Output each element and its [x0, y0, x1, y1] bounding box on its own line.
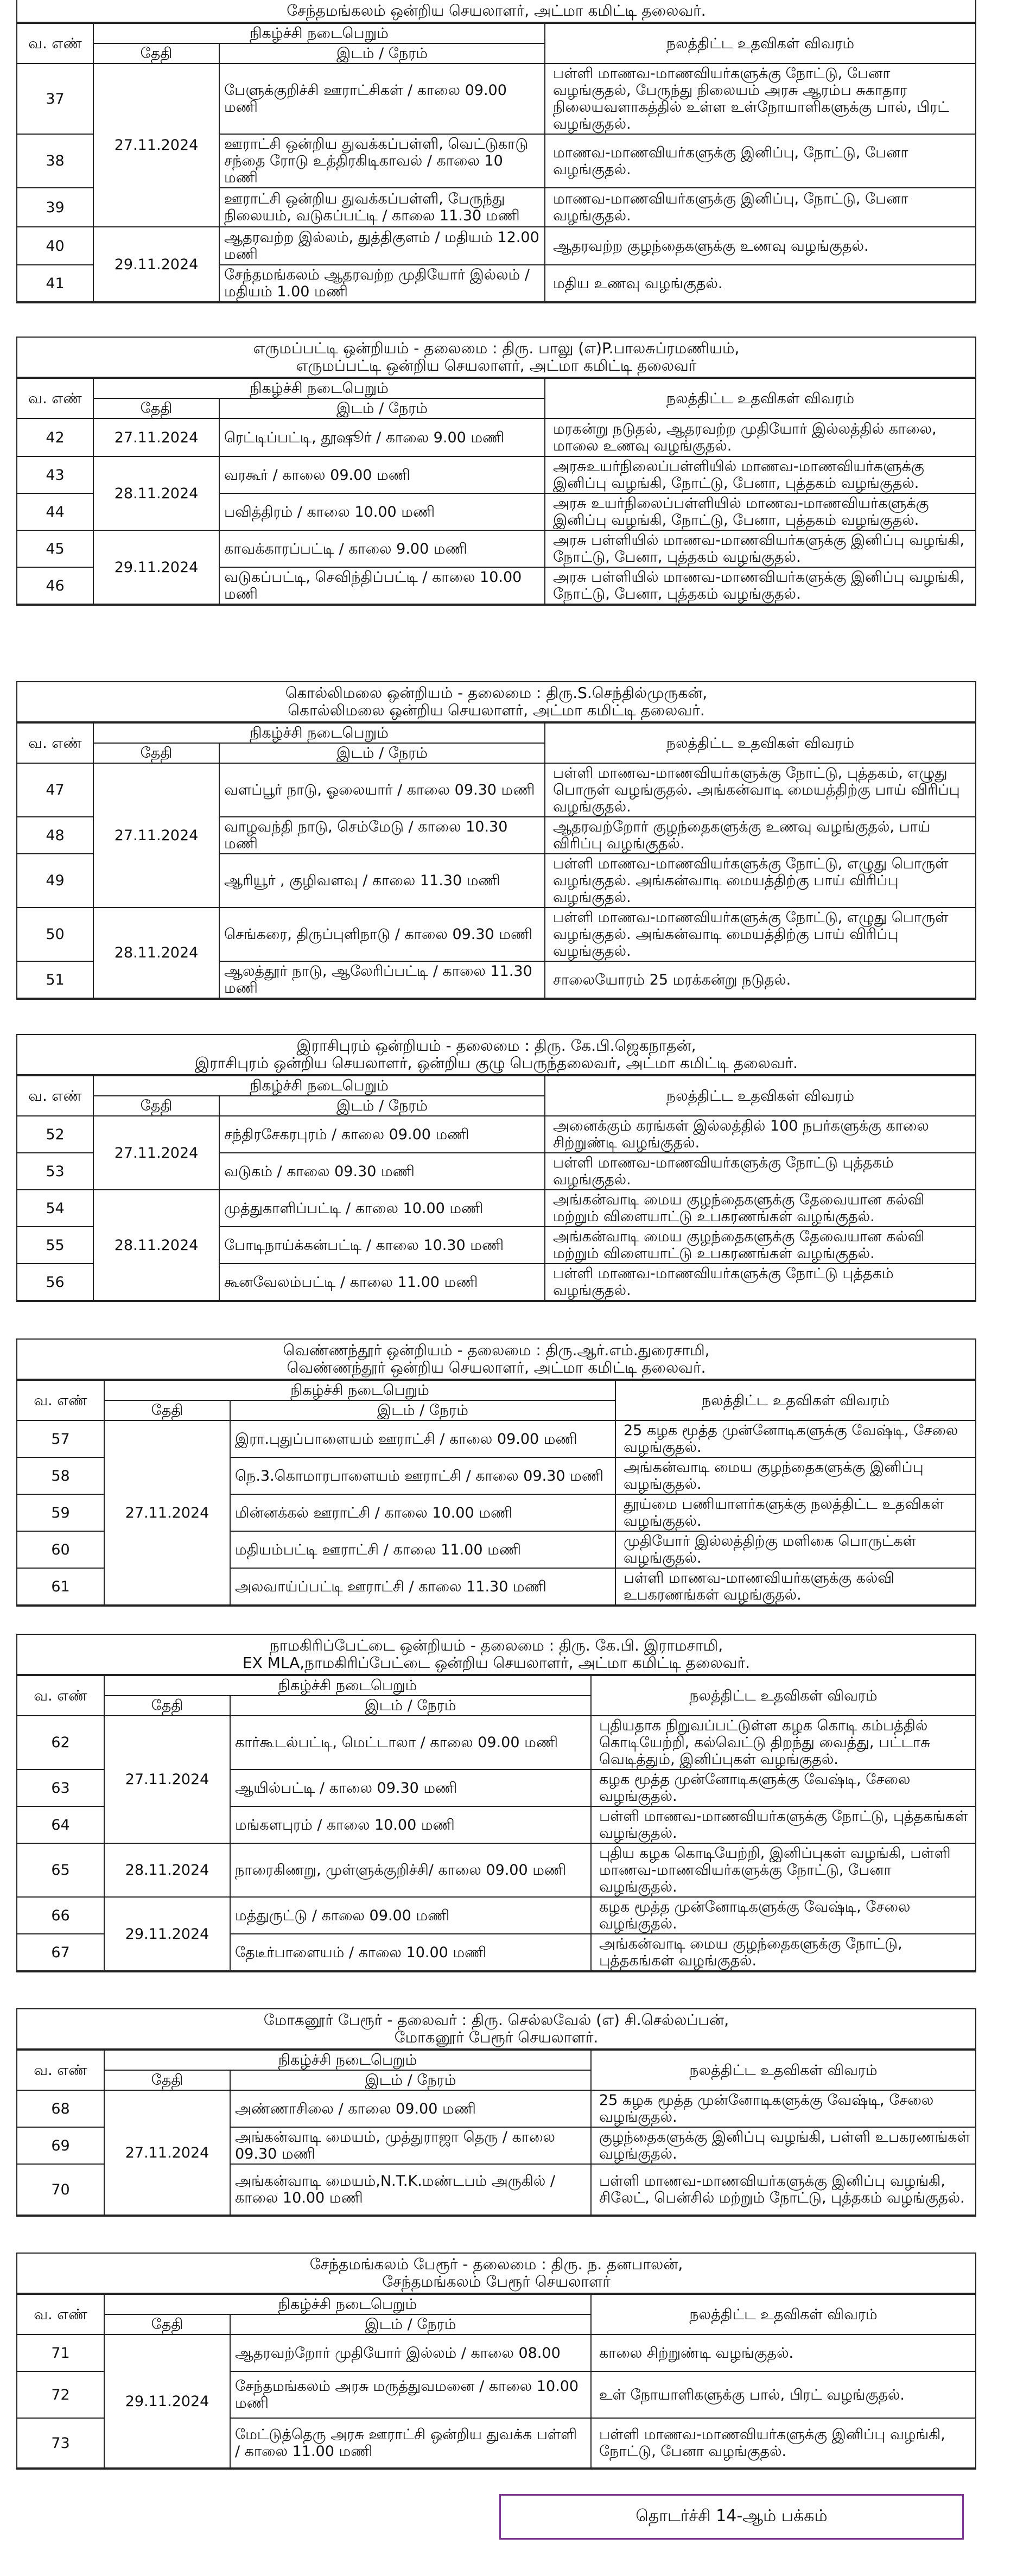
- col-sno: வ. எண்: [17, 723, 93, 763]
- table-header-row: [17, 378, 975, 398]
- row-benefit: ஆதரவற்றோர் குழந்தைகளுக்கு உணவு வழங்குதல், பாய் விரிப்பு வழங்குதல்.: [545, 817, 975, 854]
- row-sno: 65: [17, 1843, 104, 1897]
- col-sno: வ. எண்: [17, 2050, 104, 2090]
- row-sno: 47: [17, 763, 93, 817]
- row-place-time: வரகூர் / காலை 09.00 மணி: [219, 456, 545, 493]
- row-benefit: பள்ளி மாணவ-மாணவியர்களுக்கு நோட்டு, பேனா வழங்குதல், பேருந்து நிலையம் அரசு ஆரம்ப சுகாதார நிலையவளாகத்தில் உள்ள உள்நோயாளிகளுக்கு பால், பிரட் வழங்குதல்.: [545, 64, 975, 134]
- row-benefit: புதிய கழக கொடியேற்றி, இனிப்புகள் வழங்கி, பள்ளி மாணவ-மாணவியர்களுக்கு நோட்டு, பேனா வழங்குதல்.: [591, 1843, 975, 1897]
- row-date: 29.11.2024: [104, 2334, 230, 2468]
- col-date: தேதி: [93, 743, 219, 763]
- section-header: [17, 0, 975, 23]
- section-4: [16, 1034, 976, 1302]
- program-table: [17, 1075, 975, 1301]
- row-sno: 55: [17, 1227, 93, 1264]
- table-row: [17, 530, 975, 567]
- table-header-row: [17, 2050, 975, 2070]
- program-table: [17, 1675, 975, 1971]
- row-benefit: அங்கன்வாடி மைய குழந்தைகளுக்கு தேவையான கல்வி மற்றும் விளையாட்டு உபகரணங்கள் வழங்குதல்.: [545, 1190, 975, 1227]
- table-row: [17, 1897, 975, 1934]
- row-benefit: அரசு பள்ளியில் மாணவ-மாணவியர்களுக்கு இனிப்பு வழங்கி, நோட்டு, பேனா, புத்தகம் வழங்குதல்.: [545, 567, 975, 604]
- row-place-time: வடுகப்பட்டி, செவிந்திப்பட்டி / காலை 10.00 மணி: [219, 567, 545, 604]
- row-sno: 41: [17, 265, 93, 302]
- program-table: [17, 378, 975, 605]
- row-sno: 37: [17, 64, 93, 134]
- row-benefit: பள்ளி மாணவ-மாணவியர்களுக்கு நோட்டு, புத்தகம், எழுது பொருள் வழங்குதல். அங்கன்வாடி மையத்திற்கு பாய் விரிப்பு வழங்குதல்.: [545, 763, 975, 817]
- row-place-time: மத்துருட்டு / காலை 09.00 மணி: [230, 1897, 591, 1934]
- col-date: தேதி: [93, 398, 219, 418]
- col-sno: வ. எண்: [17, 1676, 104, 1716]
- section-header-line: இராசிபுரம் ஒன்றியம் - தலைமை : திரு. கே.பி.ஜெகநாதன்,: [296, 1037, 696, 1055]
- row-place-time: பவித்திரம் / காலை 10.00 மணி: [219, 493, 545, 530]
- newspaper-page: [16, 0, 1000, 2576]
- row-date: 27.11.2024: [104, 1420, 230, 1605]
- row-place-time: வளப்பூர் நாடு, ஓலையார் / காலை 09.30 மணி: [219, 763, 545, 817]
- row-place-time: அங்கன்வாடி மையம்,N.T.K.மண்டபம் அருகில் / காலை 10.00 மணி: [230, 2164, 591, 2215]
- row-place-time: ஊராட்சி ஒன்றிய துவக்கப்பள்ளி, வெட்டுகாடு சந்தை ரோடு உத்திரகிடிகாவல் / காலை 10 மணி: [219, 134, 545, 188]
- row-sno: 40: [17, 227, 93, 265]
- row-date: 27.11.2024: [93, 1116, 219, 1190]
- program-table: [17, 722, 975, 999]
- col-date: தேதி: [104, 1696, 230, 1716]
- section-header: [17, 2254, 975, 2294]
- section-header: [17, 1035, 975, 1075]
- row-place-time: கார்கூடல்பட்டி, மெட்டாலா / காலை 09.00 மணி: [230, 1716, 591, 1769]
- row-sno: 63: [17, 1769, 104, 1806]
- section-header-line: கொல்லிமலை ஒன்றியம் - தலைமை : திரு.S.செந்தில்முருகன்,: [285, 684, 708, 702]
- row-benefit: மாணவ-மாணவியர்களுக்கு இனிப்பு, நோட்டு, பேனா வழங்குதல்.: [545, 188, 975, 227]
- table-header-row: [17, 2294, 975, 2314]
- table-row: [17, 1116, 975, 1153]
- row-place-time: அங்கன்வாடி மையம், முத்துராஜா தெரு / காலை 09.30 மணி: [230, 2127, 591, 2164]
- row-benefit: பள்ளி மாணவ-மாணவியர்களுக்கு நோட்டு, எழுது பொருள் வழங்குதல். அங்கன்வாடி மையத்திற்கு பாய் விரிப்பு வழங்குதல்.: [545, 908, 975, 961]
- table-header-row: [17, 1676, 975, 1696]
- row-benefit: மதிய உணவு வழங்குதல்.: [545, 265, 975, 302]
- section-header-line: EX MLA,நாமகிரிப்பேட்டை ஒன்றிய செயலாளர், அட்மா கமிட்டி தலைவர்.: [242, 1654, 751, 1672]
- col-benefits: நலத்திட்ட உதவிகள் விவரம்: [591, 1676, 975, 1716]
- row-benefit: 25 கழக மூத்த முன்னோடிகளுக்கு வேஷ்டி, சேலை வழங்குதல்.: [615, 1420, 975, 1457]
- row-benefit: கழக மூத்த முன்னோடிகளுக்கு வேஷ்டி, சேலை வழங்குதல்.: [591, 1897, 975, 1934]
- row-date: 29.11.2024: [93, 227, 219, 302]
- section-header-line: இராசிபுரம் ஒன்றிய செயலாளர், ஒன்றிய குழு பெருந்தலைவர், அட்மா கமிட்டி தலைவர்.: [194, 1054, 798, 1072]
- row-benefit: மாணவ-மாணவியர்களுக்கு இனிப்பு, நோட்டு, பேனா வழங்குதல்.: [545, 134, 975, 188]
- row-sno: 60: [17, 1531, 104, 1568]
- table-row: [17, 227, 975, 265]
- col-benefits: நலத்திட்ட உதவிகள் விவரம்: [545, 23, 975, 64]
- col-sno: வ. எண்: [17, 378, 93, 418]
- col-program: நிகழ்ச்சி நடைபெறும்: [104, 1676, 591, 1696]
- row-sno: 73: [17, 2418, 104, 2468]
- row-sno: 70: [17, 2164, 104, 2215]
- col-sno: வ. எண்: [17, 1076, 93, 1116]
- col-program: நிகழ்ச்சி நடைபெறும்: [93, 723, 545, 743]
- row-benefit: பள்ளி மாணவ-மாணவியர்களுக்கு நோட்டு புத்தகம் வழங்குதல்.: [545, 1153, 975, 1190]
- table-row: [17, 418, 975, 456]
- section-header-line: எருமப்பட்டி ஒன்றிய செயலாளர், அட்மா கமிட்டி தலைவர்: [296, 357, 697, 375]
- row-date: 28.11.2024: [93, 456, 219, 530]
- row-place-time: சேந்தமங்கலம் அரசு மருத்துவமனை / காலை 10.00 மணி: [230, 2371, 591, 2418]
- col-program: நிகழ்ச்சி நடைபெறும்: [104, 2050, 591, 2070]
- table-row: [17, 1716, 975, 1769]
- row-place-time: சந்திரசேகரபுரம் / காலை 09.00 மணி: [219, 1116, 545, 1153]
- col-place-time: இடம் / நேரம்: [219, 43, 545, 64]
- row-place-time: போடிநாய்க்கன்பட்டி / காலை 10.30 மணி: [219, 1227, 545, 1264]
- col-program: நிகழ்ச்சி நடைபெறும்: [93, 378, 545, 398]
- program-table: [17, 2294, 975, 2469]
- col-program: நிகழ்ச்சி நடைபெறும்: [93, 23, 545, 43]
- section-header-line: வெண்ணந்தூர் ஒன்றிய செயலாளர், அட்மா கமிட்டி தலைவர்.: [287, 1359, 706, 1376]
- row-date: 29.11.2024: [104, 1897, 230, 1971]
- table-row: [17, 456, 975, 493]
- col-program: நிகழ்ச்சி நடைபெறும்: [104, 2294, 591, 2314]
- row-place-time: ரெட்டிப்பட்டி, தூஷூர் / காலை 9.00 மணி: [219, 418, 545, 456]
- section-8: [16, 2253, 976, 2470]
- row-benefit: காலை சிற்றுண்டி வழங்குதல்.: [591, 2334, 975, 2371]
- row-sno: 49: [17, 854, 93, 908]
- section-5: [16, 1338, 976, 1607]
- row-sno: 56: [17, 1264, 93, 1300]
- row-date: 29.11.2024: [93, 530, 219, 604]
- col-date: தேதி: [93, 43, 219, 64]
- row-sno: 51: [17, 961, 93, 998]
- row-benefit: மரகன்று நடுதல், ஆதரவற்ற முதியோர் இல்லத்தில் காலை, மாலை உணவு வழங்குதல்.: [545, 418, 975, 456]
- row-sno: 59: [17, 1494, 104, 1531]
- row-place-time: அண்ணாசிலை / காலை 09.00 மணி: [230, 2090, 591, 2127]
- section-header: [17, 1340, 975, 1380]
- row-sno: 50: [17, 908, 93, 961]
- row-benefit: முதியோர் இல்லத்திற்கு மளிகை பொருட்கள் வழங்குதல்.: [615, 1531, 975, 1568]
- col-program: நிகழ்ச்சி நடைபெறும்: [93, 1076, 545, 1096]
- row-place-time: ஆலத்தூர் நாடு, ஆலேரிப்பட்டி / காலை 11.30 மணி: [219, 961, 545, 998]
- row-benefit: பள்ளி மாணவ-மாணவியர்களுக்கு இனிப்பு வழங்கி, சிலேட், பென்சில் மற்றும் நோட்டு, புத்தகம் வழங்குதல்.: [591, 2164, 975, 2215]
- row-place-time: காவக்காரப்பட்டி / காலை 9.00 மணி: [219, 530, 545, 567]
- section-header-line: வெண்ணந்தூர் ஒன்றியம் - தலைமை : திரு.ஆர்.எம்.துரைசாமி,: [283, 1341, 710, 1359]
- col-date: தேதி: [104, 2070, 230, 2090]
- section-3: [16, 681, 976, 1000]
- continued-text: தொடர்ச்சி 14-ஆம் பக்கம்: [635, 2506, 828, 2526]
- row-benefit: அனைக்கும் கரங்கள் இல்லத்தில் 100 நபர்களுக்கு காலை சிற்றுண்டி வழங்குதல்.: [545, 1116, 975, 1153]
- col-benefits: நலத்திட்ட உதவிகள் விவரம்: [615, 1380, 975, 1420]
- row-place-time: செங்கரை, திருப்புளிநாடு / காலை 09.30 மணி: [219, 908, 545, 961]
- table-row: [17, 1420, 975, 1457]
- row-sno: 48: [17, 817, 93, 854]
- program-table: [17, 23, 975, 302]
- row-date: 27.11.2024: [93, 64, 219, 227]
- section-header-line: சேந்தமங்கலம் ஒன்றிய செயலாளர், அட்மா கமிட்டி தலைவர்.: [287, 2, 706, 20]
- row-date: 27.11.2024: [104, 1716, 230, 1843]
- row-benefit: அரசு பள்ளியில் மாணவ-மாணவியர்களுக்கு இனிப்பு வழங்கி, நோட்டு, பேனா, புத்தகம் வழங்குதல்.: [545, 530, 975, 567]
- row-place-time: ஆயில்பட்டி / காலை 09.30 மணி: [230, 1769, 591, 1806]
- row-sno: 67: [17, 1934, 104, 1971]
- section-header: [17, 1635, 975, 1675]
- row-sno: 61: [17, 1568, 104, 1605]
- section-header-line: நாமகிரிப்பேட்டை ஒன்றியம் - தலைமை : திரு. கே.பி. இராமசாமி,: [269, 1636, 723, 1654]
- section-header-line: சேந்தமங்கலம் பேரூர் செயலாளர்: [382, 2273, 611, 2291]
- section-header-line: மோகனூர் பேரூர் - தலைவர் : திரு. செல்லவேல் (எ) சி.செல்லப்பன்,: [263, 2011, 729, 2029]
- continued-page-note: [499, 2494, 964, 2540]
- row-sno: 38: [17, 134, 93, 188]
- row-date: 28.11.2024: [93, 1190, 219, 1300]
- col-date: தேதி: [104, 1400, 230, 1420]
- col-sno: வ. எண்: [17, 2294, 104, 2334]
- row-place-time: பேளுக்குறிச்சி ஊராட்சிகள் / காலை 09.00 மணி: [219, 64, 545, 134]
- row-place-time: மேட்டுத்தெரு அரசு ஊராட்சி ஒன்றிய துவக்க பள்ளி / காலை 11.00 மணி: [230, 2418, 591, 2468]
- row-sno: 45: [17, 530, 93, 567]
- table-row: [17, 64, 975, 134]
- row-sno: 64: [17, 1806, 104, 1843]
- row-sno: 44: [17, 493, 93, 530]
- section-2: [16, 337, 976, 606]
- section-7: [16, 2008, 976, 2217]
- section-header-line: கொல்லிமலை ஒன்றிய செயலாளர், அட்மா கமிட்டி தலைவர்.: [288, 701, 705, 719]
- col-place-time: இடம் / நேரம்: [230, 1400, 615, 1420]
- col-benefits: நலத்திட்ட உதவிகள் விவரம்: [591, 2050, 975, 2090]
- row-benefit: பள்ளி மாணவ-மாணவியர்களுக்கு நோட்டு, எழுது பொருள் வழங்குதல். அங்கன்வாடி மையத்திற்கு பாய் விரிப்பு வழங்குதல்.: [545, 854, 975, 908]
- row-benefit: பள்ளி மாணவ-மாணவியர்களுக்கு நோட்டு புத்தகம் வழங்குதல்.: [545, 1264, 975, 1300]
- table-row: [17, 1190, 975, 1227]
- row-benefit: அங்கன்வாடி மைய குழந்தைகளுக்கு நோட்டு, புத்தகங்கள் வழங்குதல்.: [591, 1934, 975, 1971]
- col-benefits: நலத்திட்ட உதவிகள் விவரம்: [545, 723, 975, 763]
- row-place-time: வாழவந்தி நாடு, செம்மேடு / காலை 10.30 மணி: [219, 817, 545, 854]
- row-sno: 53: [17, 1153, 93, 1190]
- row-sno: 68: [17, 2090, 104, 2127]
- program-table: [17, 1380, 975, 1606]
- row-sno: 57: [17, 1420, 104, 1457]
- row-benefit: தூய்மை பணியாளர்களுக்கு நலத்திட்ட உதவிகள் வழங்குதல்.: [615, 1494, 975, 1531]
- row-place-time: வடுகம் / காலை 09.30 மணி: [219, 1153, 545, 1190]
- table-header-row: [17, 23, 975, 43]
- col-place-time: இடம் / நேரம்: [230, 2070, 591, 2090]
- row-sno: 46: [17, 567, 93, 604]
- table-row: [17, 2090, 975, 2127]
- section-header-line: சேந்தமங்கலம் பேரூர் - தலைமை : திரு. ந. தனபாலன்,: [309, 2255, 683, 2273]
- row-date: 28.11.2024: [93, 908, 219, 998]
- table-header-row: [17, 1380, 975, 1400]
- row-sno: 62: [17, 1716, 104, 1769]
- row-sno: 39: [17, 188, 93, 227]
- row-sno: 72: [17, 2371, 104, 2418]
- program-table: [17, 2050, 975, 2216]
- row-place-time: சேந்தமங்கலம் ஆதரவற்ற முதியோர் இல்லம் / மதியம் 1.00 மணி: [219, 265, 545, 302]
- row-sno: 42: [17, 418, 93, 456]
- col-sno: வ. எண்: [17, 23, 93, 64]
- col-benefits: நலத்திட்ட உதவிகள் விவரம்: [545, 378, 975, 418]
- row-place-time: முத்துகாளிப்பட்டி / காலை 10.00 மணி: [219, 1190, 545, 1227]
- row-benefit: கழக மூத்த முன்னோடிகளுக்கு வேஷ்டி, சேலை வழங்குதல்.: [591, 1769, 975, 1806]
- row-benefit: குழந்தைகளுக்கு இனிப்பு வழங்கி, பள்ளி உபகரணங்கள் வழங்குதல்.: [591, 2127, 975, 2164]
- section-header: [17, 338, 975, 378]
- col-date: தேதி: [104, 2314, 230, 2334]
- table-header-row: [17, 1076, 975, 1096]
- row-benefit: ஆதரவற்ற குழந்தைகளுக்கு உணவு வழங்குதல்.: [545, 227, 975, 265]
- row-date: 27.11.2024: [93, 418, 219, 456]
- row-date: 27.11.2024: [93, 763, 219, 908]
- row-benefit: உள் நோயாளிகளுக்கு பால், பிரட் வழங்குதல்.: [591, 2371, 975, 2418]
- row-place-time: நெ.3.கொமாரபாளையம் ஊராட்சி / காலை 09.30 மணி: [230, 1457, 615, 1494]
- row-place-time: மின்னக்கல் ஊராட்சி / காலை 10.00 மணி: [230, 1494, 615, 1531]
- row-place-time: மங்களபுரம் / காலை 10.00 மணி: [230, 1806, 591, 1843]
- row-benefit: சாலையோரம் 25 மரக்கன்று நடுதல்.: [545, 961, 975, 998]
- row-sno: 58: [17, 1457, 104, 1494]
- row-benefit: பள்ளி மாணவ-மாணவியர்களுக்கு நோட்டு, புத்தகங்கள் வழங்குதல்.: [591, 1806, 975, 1843]
- table-row: [17, 2334, 975, 2371]
- col-program: நிகழ்ச்சி நடைபெறும்: [104, 1380, 615, 1400]
- table-row: [17, 908, 975, 961]
- col-place-time: இடம் / நேரம்: [230, 2314, 591, 2334]
- row-place-time: அலவாய்ப்பட்டி ஊராட்சி / காலை 11.30 மணி: [230, 1568, 615, 1605]
- table-row: [17, 1843, 975, 1897]
- row-benefit: அங்கன்வாடி மைய குழந்தைகளுக்கு தேவையான கல்வி மற்றும் விளையாட்டு உபகரணங்கள் வழங்குதல்.: [545, 1227, 975, 1264]
- row-date: 27.11.2024: [104, 2090, 230, 2215]
- col-benefits: நலத்திட்ட உதவிகள் விவரம்: [591, 2294, 975, 2334]
- section-6: [16, 1634, 976, 1972]
- col-place-time: இடம் / நேரம்: [219, 1096, 545, 1116]
- row-place-time: ஆரியூர் , குழிவளவு / காலை 11.30 மணி: [219, 854, 545, 908]
- row-place-time: இரா.புதுப்பாளையம் ஊராட்சி / காலை 09.00 மணி: [230, 1420, 615, 1457]
- row-place-time: மதியம்பட்டி ஊராட்சி / காலை 11.00 மணி: [230, 1531, 615, 1568]
- table-row: [17, 763, 975, 817]
- col-place-time: இடம் / நேரம்: [219, 398, 545, 418]
- section-header: [17, 2009, 975, 2050]
- row-place-time: நாரைகிணறு, முள்ளுக்குறிச்சி/ காலை 09.00 மணி: [230, 1843, 591, 1897]
- col-place-time: இடம் / நேரம்: [230, 1696, 591, 1716]
- row-place-time: கூனவேலம்பட்டி / காலை 11.00 மணி: [219, 1264, 545, 1300]
- row-date: 28.11.2024: [104, 1843, 230, 1897]
- section-header-line: எருமப்பட்டி ஒன்றியம் - தலைமை : திரு. பாலு (எ)P.பாலசுப்ரமணியம்,: [253, 339, 740, 357]
- row-benefit: அரசுஉயர்நிலைப்பள்ளியில் மாணவ-மாணவியர்களுக்கு இனிப்பு வழங்கி, நோட்டு, பேனா, புத்தகம் வழங்குதல்.: [545, 456, 975, 493]
- section-1: [16, 0, 976, 303]
- row-benefit: பள்ளி மாணவ-மாணவியர்களுக்கு இனிப்பு வழங்கி, நோட்டு, பேனா வழங்குதல்.: [591, 2418, 975, 2468]
- row-sno: 43: [17, 456, 93, 493]
- row-place-time: ஆதரவற்ற இல்லம், துத்திகுளம் / மதியம் 12.00 மணி: [219, 227, 545, 265]
- row-sno: 71: [17, 2334, 104, 2371]
- col-benefits: நலத்திட்ட உதவிகள் விவரம்: [545, 1076, 975, 1116]
- row-benefit: புதியதாக நிறுவப்பட்டுள்ள கழக கொடி கம்பத்தில் கொடியேற்றி, கல்வெட்டு திறந்து வைத்து, பட்டாசு வெடித்தும், இனிப்புகள் வழங்குதல்.: [591, 1716, 975, 1769]
- row-sno: 69: [17, 2127, 104, 2164]
- row-benefit: பள்ளி மாணவ-மாணவியர்களுக்கு கல்வி உபகரணங்கள் வழங்குதல்.: [615, 1568, 975, 1605]
- row-benefit: 25 கழக மூத்த முன்னோடிகளுக்கு வேஷ்டி, சேலை வழங்குதல்.: [591, 2090, 975, 2127]
- row-benefit: அங்கன்வாடி மைய குழந்தைகளுக்கு இனிப்பு வழங்குதல்.: [615, 1457, 975, 1494]
- col-sno: வ. எண்: [17, 1380, 104, 1420]
- section-header: [17, 682, 975, 722]
- table-header-row: [17, 723, 975, 743]
- row-benefit: அரசு உயர்நிலைப்பள்ளியில் மாணவ-மாணவியர்களுக்கு இனிப்பு வழங்கி, நோட்டு, பேனா, புத்தகம் வழங்குதல்.: [545, 493, 975, 530]
- row-sno: 52: [17, 1116, 93, 1153]
- col-place-time: இடம் / நேரம்: [219, 743, 545, 763]
- row-place-time: ஊராட்சி ஒன்றிய துவக்கப்பள்ளி, பேருந்து நிலையம், வடுகப்பட்டி / காலை 11.30 மணி: [219, 188, 545, 227]
- row-place-time: தேடீர்பாளையம் / காலை 10.00 மணி: [230, 1934, 591, 1971]
- col-date: தேதி: [93, 1096, 219, 1116]
- row-sno: 66: [17, 1897, 104, 1934]
- row-sno: 54: [17, 1190, 93, 1227]
- row-place-time: ஆதரவற்றோர் முதியோர் இல்லம் / காலை 08.00: [230, 2334, 591, 2371]
- section-header-line: மோகனூர் பேரூர் செயலாளர்.: [394, 2028, 599, 2046]
